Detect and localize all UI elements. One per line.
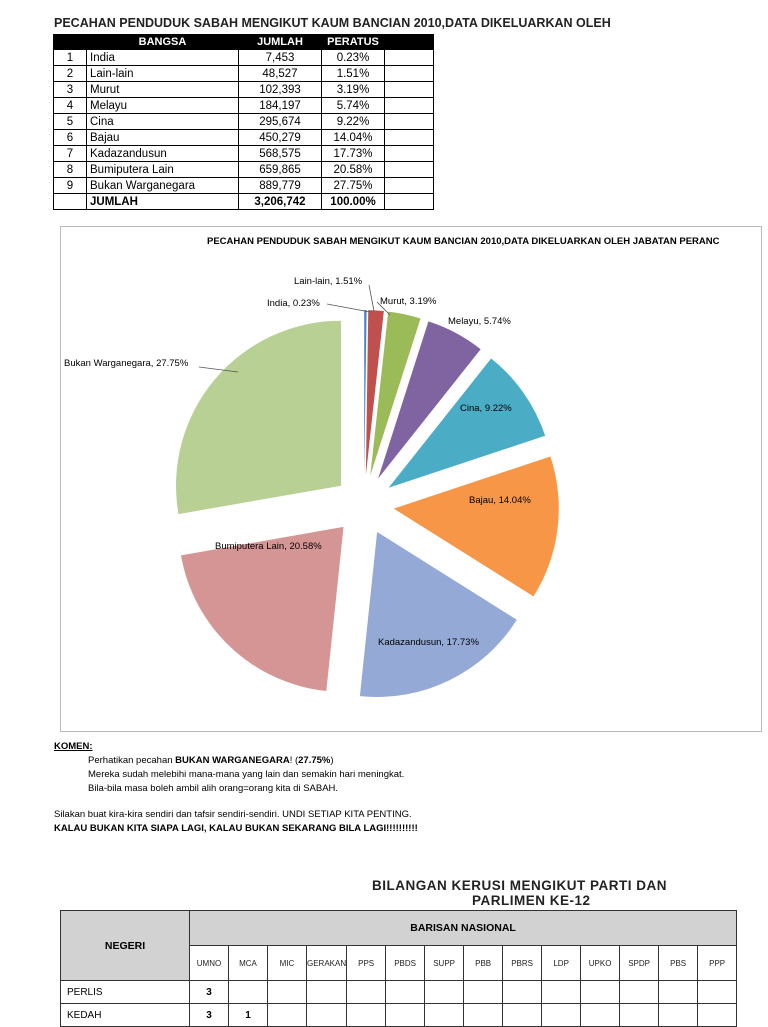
row-peratus: 17.73% [322,146,385,162]
party-header: PPP [698,946,737,981]
row-bangsa: Bumiputera Lain [87,162,239,178]
pie-data-label: Bumiputera Lain, 20.58% [215,541,322,552]
row-jumlah: 659,865 [239,162,322,178]
row-bangsa: Lain-lain [87,66,239,82]
seat-count [307,1004,347,1027]
pie-slice-bukan-warganegara [176,321,341,514]
row-bangsa: Bajau [87,130,239,146]
seat-count [503,1004,542,1027]
party-header: PBDS [386,946,425,981]
pie-data-label: Bajau, 14.04% [469,495,531,506]
seat-count [464,981,503,1004]
row-number: 5 [54,114,87,130]
seat-count [581,981,620,1004]
row-peratus: 5.74% [322,98,385,114]
party-header: SUPP [425,946,464,981]
seat-count: 3 [190,981,229,1004]
row-peratus: 20.58% [322,162,385,178]
seats-table [60,910,737,1027]
row-peratus: 1.51% [322,66,385,82]
seats-row [61,1004,737,1027]
row-number: 1 [54,50,87,66]
party-header: UPKO [581,946,620,981]
pie-data-label: Kadazandusun, 17.73% [378,637,479,648]
row-peratus: 27.75% [322,178,385,194]
party-header: PBS [659,946,698,981]
row-jumlah: 102,393 [239,82,322,98]
seats-title: BILANGAN KERUSI MENGIKUT PARTI DAN PARLIMEN KE-12 [372,878,667,908]
seat-count [464,1004,503,1027]
seat-count [386,981,425,1004]
row-jumlah: 568,575 [239,146,322,162]
row-jumlah: 7,453 [239,50,322,66]
seats-row [61,981,737,1004]
seat-count [659,1004,698,1027]
party-header: MCA [229,946,268,981]
row-peratus: 3.19% [322,82,385,98]
pie-data-label: India, 0.23% [267,298,320,309]
party-header: LDP [542,946,581,981]
party-header: PBB [464,946,503,981]
comment-line-5: KALAU BUKAN KITA SIAPA LAGI, KALAU BUKAN SEKARANG BILA LAGI!!!!!!!!!! [54,823,418,834]
row-bangsa: Cina [87,114,239,130]
seat-count [268,981,307,1004]
party-header: GERAKAN [307,946,347,981]
seat-count: 1 [229,1004,268,1027]
row-jumlah: 889,779 [239,178,322,194]
row-number: 8 [54,162,87,178]
row-number: 7 [54,146,87,162]
row-peratus: 0.23% [322,50,385,66]
seat-count [542,1004,581,1027]
pie-data-label: Melayu, 5.74% [448,316,511,327]
row-number: 4 [54,98,87,114]
party-header: MIC [268,946,307,981]
comment-line-2: Mereka sudah melebihi mana-mana yang lain dan semakin hari meningkat. [88,769,405,780]
header-bangsa: BANGSA [87,35,239,50]
seat-count [542,981,581,1004]
seat-count [386,1004,425,1027]
pie-data-label: Bukan Warganegara, 27.75% [64,358,189,369]
seat-count [620,981,659,1004]
seat-count [268,1004,307,1027]
seat-count [229,981,268,1004]
total-jumlah: 3,206,742 [239,194,322,210]
party-header: UMNO [190,946,229,981]
row-jumlah: 48,527 [239,66,322,82]
pie-data-label: Cina, 9.22% [460,403,512,414]
seat-count [503,981,542,1004]
row-bangsa: Kadazandusun [87,146,239,162]
pie-data-label: Lain-lain, 1.51% [294,276,363,287]
total-label: JUMLAH [87,194,239,210]
row-number: 9 [54,178,87,194]
leader-line [327,304,370,312]
seat-count [307,981,347,1004]
pie-data-label: Murut, 3.19% [380,296,437,307]
row-bangsa: Bukan Warganegara [87,178,239,194]
seat-count [698,1004,737,1027]
row-jumlah: 450,279 [239,130,322,146]
leader-line [369,285,374,311]
seat-count [659,981,698,1004]
row-bangsa: Melayu [87,98,239,114]
seat-count [698,981,737,1004]
seat-count [581,1004,620,1027]
chart-title: PECAHAN PENDUDUK SABAH MENGIKUT KAUM BANCIAN 2010,DATA DIKELUARKAN OLEH JABATAN PERANC [207,236,720,247]
row-jumlah: 184,197 [239,98,322,114]
header-jumlah: JUMLAH [239,35,322,50]
negeri-header: NEGERI [61,911,190,981]
seat-count [347,1004,386,1027]
comment-block [54,740,418,836]
seat-count [347,981,386,1004]
seat-count [620,1004,659,1027]
seat-count: 3 [190,1004,229,1027]
row-jumlah: 295,674 [239,114,322,130]
comment-line-3: Bila-bila masa boleh ambil alih orang=orang kita di SABAH. [88,783,339,794]
comment-line-4: Silakan buat kira-kira sendiri dan tafsir sendiri-sendiri. UNDI SETIAP KITA PENTING. [54,809,412,820]
header-peratus: PERATUS [322,35,385,50]
row-number: 2 [54,66,87,82]
party-header: PPS [347,946,386,981]
comment-heading: KOMEN: [54,741,93,752]
row-peratus: 9.22% [322,114,385,130]
state-name: PERLIS [61,981,190,1004]
total-peratus: 100.00% [322,194,385,210]
comment-line-1: Perhatikan pecahan BUKAN WARGANEGARA! (27.75%) [88,755,334,766]
row-number: 3 [54,82,87,98]
row-number: 6 [54,130,87,146]
state-name: KEDAH [61,1004,190,1027]
row-bangsa: Murut [87,82,239,98]
coalition-header: BARISAN NASIONAL [190,911,737,946]
seat-count [425,1004,464,1027]
party-header: SPDP [620,946,659,981]
row-bangsa: India [87,50,239,66]
seat-count [425,981,464,1004]
row-peratus: 14.04% [322,130,385,146]
party-header: PBRS [503,946,542,981]
page-title: PECAHAN PENDUDUK SABAH MENGIKUT KAUM BANCIAN 2010,DATA DIKELUARKAN OLEH [54,16,611,30]
